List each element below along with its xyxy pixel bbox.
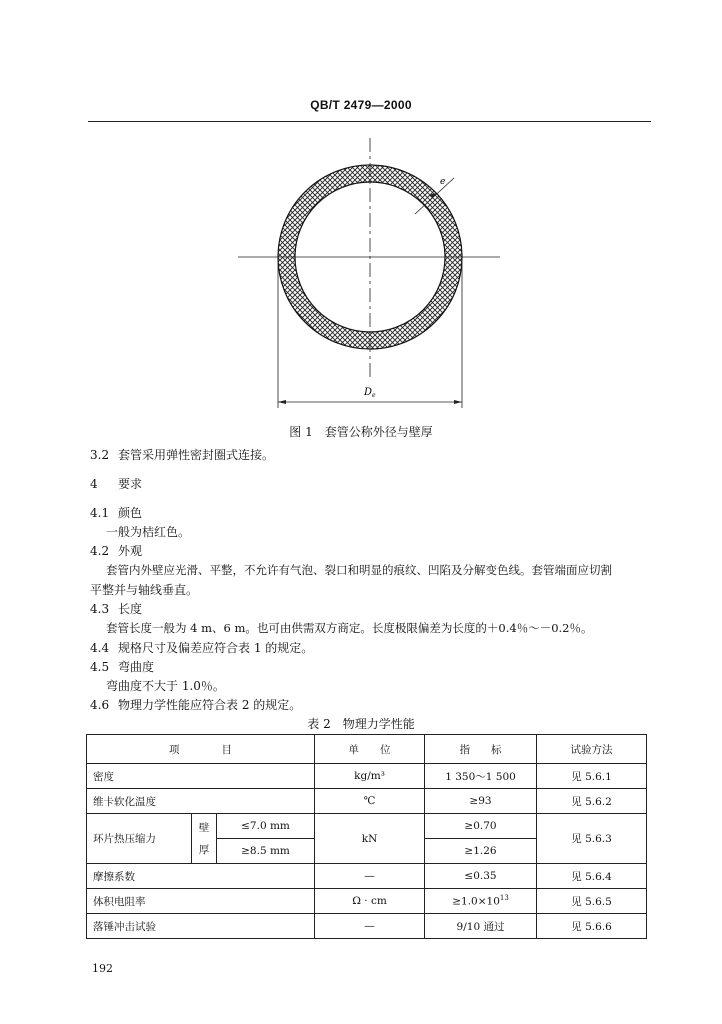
table-row xyxy=(87,914,647,939)
cell-method: 见 5.6.6 xyxy=(537,914,647,939)
cell-index: ≤0.35 xyxy=(425,864,537,889)
paragraph-appearance-2: 平整并与轴线垂直。 xyxy=(90,583,199,597)
paragraph-length: 套管长度一般为 4 m、6 m。也可由供需双方商定。长度极限偏差为长度的＋0.4％～－0.2％。 xyxy=(106,621,593,635)
cell-unit: Ω · cm xyxy=(315,889,425,914)
cell-item: 落锤冲击试验 xyxy=(87,914,315,939)
cell-index: 1 350～1 500 xyxy=(425,764,537,789)
cell-item: 维卡软化温度 xyxy=(87,789,315,814)
paragraph-appearance-1: 套管内外壁应光滑、平整，不允许有气泡、裂口和明显的痕纹、凹陷及分解变色线。套管端面应切割 xyxy=(106,563,612,577)
cell-method: 见 5.6.1 xyxy=(537,764,647,789)
diameter-label: $D_e$ xyxy=(364,387,376,399)
cell-item: 环片热压缩力 xyxy=(87,814,192,864)
cell-index: ≥93 xyxy=(425,789,537,814)
cell-method: 见 5.6.4 xyxy=(537,864,647,889)
cell-unit: — xyxy=(315,864,425,889)
cell-sub-thin: ≤7.0 mm xyxy=(217,814,315,839)
cell-item: 摩擦系数 xyxy=(87,864,315,889)
thickness-label: e xyxy=(440,177,446,187)
cell-item: 密度 xyxy=(87,764,315,789)
cell-method: 见 5.6.3 xyxy=(537,814,647,864)
cell-method: 见 5.6.5 xyxy=(537,889,647,914)
dimension-arrow-right xyxy=(454,400,462,404)
cell-unit: kN xyxy=(315,814,425,864)
table-caption: 表 2 物理力学性能 xyxy=(307,717,415,731)
header-item: 项 目 xyxy=(87,735,315,764)
dimension-arrow-left xyxy=(278,400,286,404)
section-4-6: 4.6 物理力学性能应符合表 2 的规定。 xyxy=(90,698,302,712)
section-4: 4 要求 xyxy=(90,477,143,491)
table-row xyxy=(87,889,647,914)
cell-index: 9/10 通过 xyxy=(425,914,537,939)
cell-unit: kg/m³ xyxy=(315,764,425,789)
section-4-2: 4.2 外观 xyxy=(90,544,143,558)
page-header: QB/T 2479—2000 xyxy=(310,98,412,112)
paragraph-bending: 弯曲度不大于 1.0％。 xyxy=(106,679,225,693)
header-method: 试验方法 xyxy=(537,735,647,764)
cell-wall-label: 壁 厚 xyxy=(192,814,217,864)
header-index: 指 标 xyxy=(425,735,537,764)
section-3-2: 3.2 套管采用弹性密封圈式连接。 xyxy=(90,448,275,462)
page-number: 192 xyxy=(92,962,113,975)
figure-caption: 图 1 套管公称外径与壁厚 xyxy=(289,425,433,439)
cell-method: 见 5.6.2 xyxy=(537,789,647,814)
physical-properties-table xyxy=(86,734,647,939)
section-4-1: 4.1 颜色 xyxy=(90,506,143,520)
table-row xyxy=(87,789,647,814)
paragraph-color: 一般为桔红色。 xyxy=(106,525,191,539)
cell-unit: ℃ xyxy=(315,789,425,814)
cell-sub-thick: ≥8.5 mm xyxy=(217,839,315,864)
pipe-cross-section-figure xyxy=(230,130,510,410)
table-header-row xyxy=(87,735,647,764)
table-row xyxy=(87,764,647,789)
section-4-4: 4.4 规格尺寸及偏差应符合表 1 的规定。 xyxy=(90,641,314,655)
cell-unit: — xyxy=(315,914,425,939)
table-row xyxy=(87,814,647,839)
header-unit: 单 位 xyxy=(315,735,425,764)
cell-index: ≥1.26 xyxy=(425,839,537,864)
cell-index: $\ge 1.0\times 10^{13}$ xyxy=(425,889,537,914)
table-row xyxy=(87,864,647,889)
header-rule xyxy=(88,121,651,122)
section-4-3: 4.3 长度 xyxy=(90,602,143,616)
cell-index: ≥0.70 xyxy=(425,814,537,839)
cell-item: 体积电阻率 xyxy=(87,889,315,914)
section-4-5: 4.5 弯曲度 xyxy=(90,660,155,674)
